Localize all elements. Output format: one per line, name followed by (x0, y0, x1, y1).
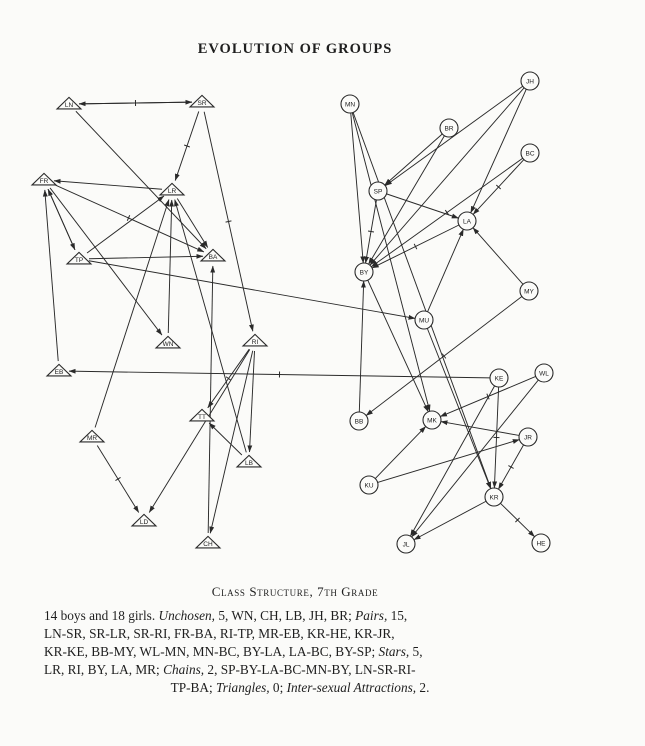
node-label: MK (427, 417, 437, 425)
mutual-tick (226, 221, 232, 222)
caption-text: 5, WN, CH, LB, JH, BR; (215, 608, 356, 623)
caption-term: Pairs, (355, 608, 388, 623)
caption-term: Triangles, (216, 680, 270, 695)
node-label: CH (203, 541, 213, 549)
caption-text: 2. (416, 680, 430, 695)
edge-wl-jl (412, 380, 539, 537)
node-label: SR (197, 100, 207, 108)
edge-ke-jl (410, 386, 494, 536)
edge-tp-fr (48, 189, 75, 250)
edge-layer (45, 86, 539, 539)
node-fr (32, 173, 56, 185)
caption-term: Inter-sexual Attractions, (286, 680, 417, 695)
node-label: MY (524, 288, 534, 296)
node-mr (80, 430, 104, 442)
edge-sp-la (387, 194, 459, 218)
node-label: KE (494, 375, 504, 383)
node-label: LD (139, 519, 149, 527)
node-ln (57, 97, 81, 109)
edge-jr-mk (441, 422, 519, 436)
node-label: LB (245, 460, 253, 468)
node-label: RI (251, 339, 259, 347)
node-label: LR (167, 188, 177, 196)
node-label: BA (208, 254, 218, 262)
node-label: BR (444, 125, 454, 133)
edge-mn-kr (353, 112, 491, 488)
node-label: BY (359, 269, 369, 277)
node-label: KR (489, 494, 499, 502)
node-lr (160, 183, 184, 195)
node-sp (369, 182, 387, 200)
node-my (520, 282, 538, 300)
edge-jh-la (471, 89, 527, 213)
caption-text: 0; (269, 680, 287, 695)
mutual-tick (226, 377, 231, 380)
edge-ln-ba (76, 111, 206, 248)
edge-lb-tt (209, 423, 242, 455)
node-label: FR (39, 178, 49, 186)
caption-text: LR, RI, BY, LA, MR; (44, 662, 164, 677)
caption-text: 2, SP-BY-LA-BC-MN-BY, LN-SR-RI- (204, 662, 416, 677)
mutual-tick (508, 466, 513, 469)
node-mn (341, 95, 359, 113)
node-label: BB (354, 418, 364, 426)
node-ku (360, 476, 378, 494)
node-ba (201, 249, 225, 261)
edge-ku-mk (375, 426, 425, 478)
node-label: JL (402, 541, 410, 549)
node-label: EB (54, 369, 64, 377)
mutual-tick (368, 231, 374, 232)
node-ri (243, 334, 267, 346)
edge-ri-lb (249, 351, 254, 452)
page-title: EVOLUTION OF GROUPS (197, 41, 393, 57)
edge-bb-by (359, 281, 363, 412)
node-label: LN (64, 102, 74, 110)
caption-term: Chains, (163, 662, 205, 677)
edge-jh-by (370, 88, 524, 265)
node-label: JH (526, 78, 534, 86)
node-wl (535, 364, 553, 382)
caption-text: 14 boys and 18 girls. (44, 608, 159, 623)
edge-by-mk (368, 280, 428, 412)
node-label: BC (525, 150, 535, 158)
caption-line (44, 607, 556, 625)
caption-text: LN-SR, SR-LR, SR-RI, FR-BA, RI-TP, MR-EB, KR-HE, KR-JR, (44, 626, 395, 641)
node-ld (132, 514, 156, 526)
edge-tp-ba (89, 256, 203, 259)
node-bb (350, 412, 368, 430)
caption-line (44, 625, 556, 643)
caption-heading: Class Structure, 7th Grade (211, 584, 379, 599)
node-label: HE (536, 540, 546, 548)
caption-line (44, 643, 556, 661)
node-label: LA (463, 218, 471, 226)
node-kr (485, 488, 503, 506)
node-label: WN (162, 341, 174, 349)
node-mu (415, 311, 433, 329)
node-label: TT (198, 414, 206, 422)
caption-body (44, 607, 556, 697)
edge-mu-la (428, 229, 464, 311)
mutual-tick (115, 477, 120, 480)
node-label: MR (86, 435, 98, 443)
node-label: SP (373, 188, 383, 196)
edge-mn-mk (352, 113, 429, 412)
node-wn (156, 336, 180, 348)
node-mk (423, 411, 441, 429)
node-label: JR (524, 434, 532, 442)
node-lb (237, 455, 261, 467)
node-ch (196, 536, 220, 548)
node-label: MN (344, 101, 356, 109)
node-label: MU (418, 317, 430, 325)
caption-term: Stars, (378, 644, 410, 659)
edge-ri-ch (210, 351, 252, 534)
node-by (355, 263, 373, 281)
caption-text: KR-KE, BB-MY, WL-MN, MN-BC, BY-LA, LA-BC, BY-SP; (44, 644, 379, 659)
edge-mr-lr (95, 200, 169, 428)
caption-text: TP-BA; (170, 680, 217, 695)
caption-text: 15, (387, 608, 408, 623)
caption-line (44, 661, 556, 679)
node-eb (47, 364, 71, 376)
edge-ch-ba (208, 266, 213, 533)
edge-wn-lr (168, 200, 171, 333)
node-sr (190, 95, 214, 107)
edge-br-sp (385, 134, 443, 185)
node-bc (521, 144, 539, 162)
node-label: TP (74, 257, 84, 265)
node-ke (490, 369, 508, 387)
node-he (532, 534, 550, 552)
caption-line (44, 679, 556, 697)
caption-text: 5, (409, 644, 423, 659)
node-tp (67, 252, 91, 264)
node-la (458, 212, 476, 230)
edge-my-la (473, 228, 523, 285)
node-jh (521, 72, 539, 90)
node-br (440, 119, 458, 137)
edge-eb-fr (45, 190, 58, 361)
caption-term: Unchosen, (158, 608, 215, 623)
node-label: KU (364, 482, 374, 490)
node-label: WL (539, 370, 549, 378)
node-jr (519, 428, 537, 446)
node-jl (397, 535, 415, 553)
edge-ku-jr (378, 440, 520, 483)
